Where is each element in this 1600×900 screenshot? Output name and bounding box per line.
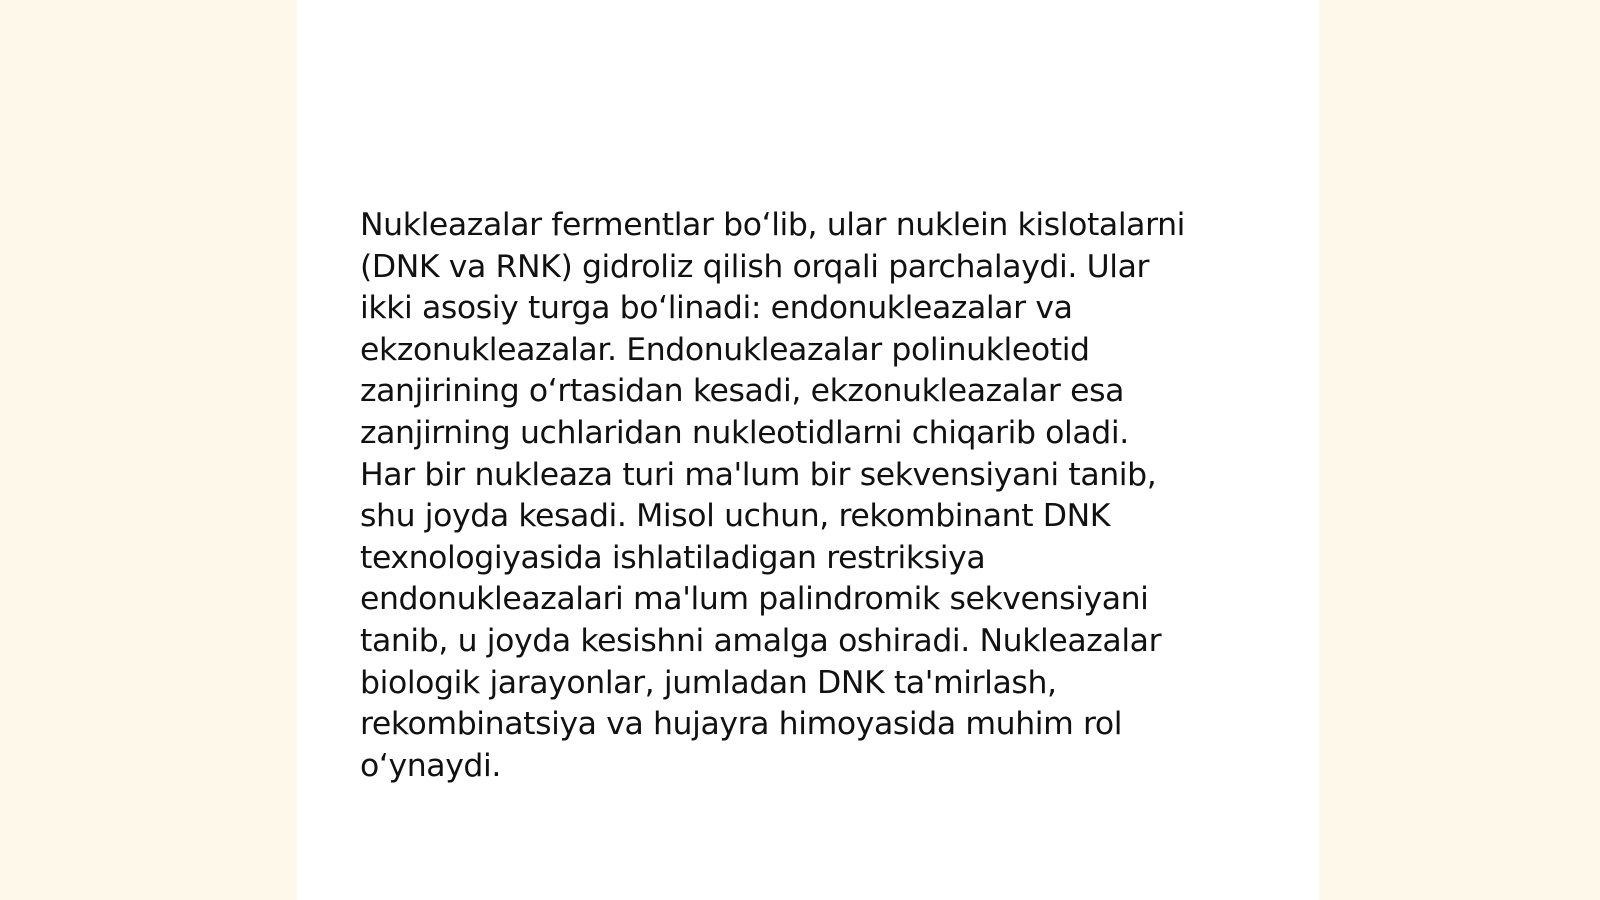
text-line: ikki asosiy turga bo‘linadi: endonukleazalar va	[360, 290, 1073, 327]
text-line: Nukleazalar fermentlar bo‘lib, ular nuklein kislotalarni	[360, 207, 1185, 243]
text-line: (DNK va RNK) gidroliz qilish orqali parchalaydi. Ular	[360, 248, 1150, 285]
text-line: rekombinatsiya va hujayra himoyasida muhim rol	[360, 706, 1123, 743]
text-line: ekzonukleazalar. Endonukleazalar polinukleotid	[360, 331, 1090, 368]
text-line: shu joyda kesadi. Misol uchun, rekombinant DNK	[360, 498, 1111, 535]
text-line: zanjirning uchlaridan nukleotidlarni chiqarib oladi.	[360, 414, 1129, 451]
text-line: endonukleazalari ma'lum palindromik sekvensiyani	[360, 581, 1149, 618]
text-line: tanib, u joyda kesishni amalga oshiradi. Nukleazalar	[360, 622, 1162, 659]
text-line: texnologiyasida ishlatiladigan restriksiya	[360, 539, 986, 576]
text-line: zanjirining o‘rtasidan kesadi, ekzonukleazalar esa	[360, 373, 1124, 410]
text-line: biologik jarayonlar, jumladan DNK ta'mirlash,	[360, 664, 1057, 701]
slide-body-text	[360, 205, 1260, 787]
slide	[297, 0, 1319, 900]
text-line: o‘ynaydi.	[360, 747, 501, 784]
text-line: Har bir nukleaza turi ma'lum bir sekvensiyani tanib,	[360, 456, 1157, 493]
